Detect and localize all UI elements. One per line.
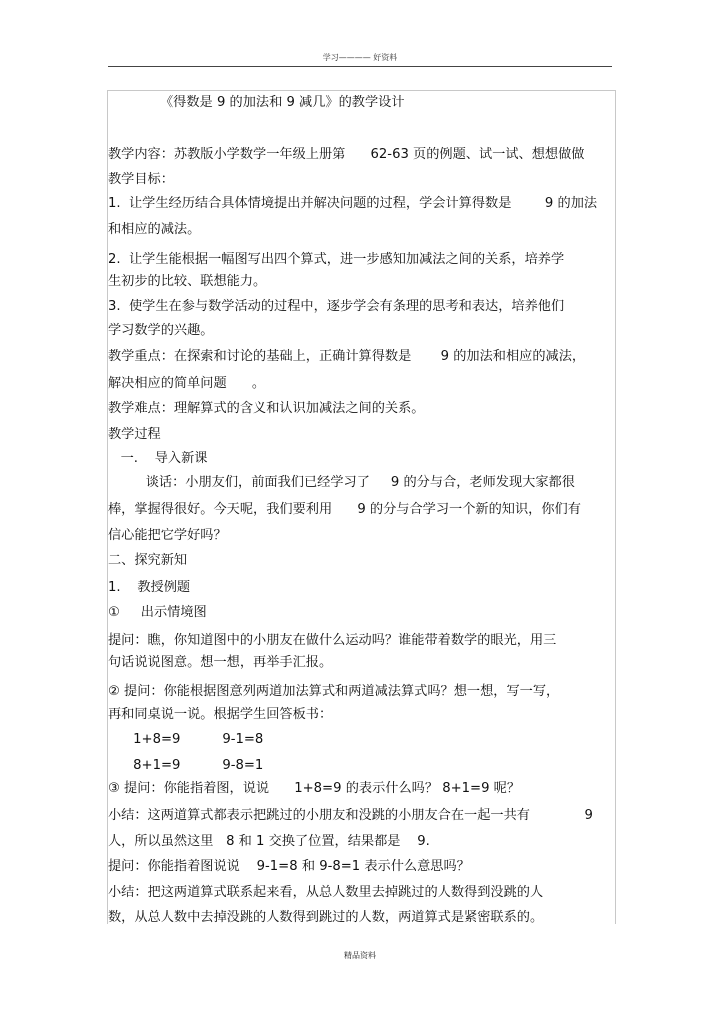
section-2-heading: 二、探究新知: [108, 553, 188, 568]
goal-2-line-2: 生初步的比较、联想能力。: [108, 274, 267, 289]
summary-1-line-1: 小结：这两道算式都表示把跳过的小朋友和没跳的小朋友合在一起一共有 9: [108, 808, 593, 823]
equations-row-1: 1+8=9 9-1=8: [108, 732, 264, 747]
process-heading: 教学过程: [108, 427, 161, 442]
doc-title: 《得数是 9 的加法和 9 减几》的教学设计: [160, 95, 405, 110]
goal-1-line-2: 和相应的减法。: [108, 222, 201, 237]
talk-line-2: 棒，掌握得很好。今天呢，我们要利用 9 的分与合学习一个新的知识，你们有: [108, 502, 581, 517]
talk-line-1: 谈话：小朋友们，前面我们已经学习了 9 的分与合，老师发现大家都很: [108, 475, 575, 490]
question-3: ③ 提问：你能指着图，说说 1+8=9 的表示什么吗？ 8+1=9 呢？: [108, 781, 521, 796]
key-point-line-2: 解决相应的简单问题 。: [108, 376, 266, 391]
summary-1-line-2: 人，所以虽然这里 8 和 1 交换了位置，结果都是 9.: [108, 834, 430, 849]
goal-1-line-1: 1. 让学生经历结合具体情境提出并解决问题的过程，学会计算得数是 9 的加法: [108, 196, 598, 211]
teaching-content: 教学内容：苏教版小学数学一年级上册第 62-63 页的例题、试一试、想想做做: [108, 147, 585, 162]
question-1-line-1: 提问：瞧，你知道图中的小朋友在做什么运动吗？谁能带着数学的眼光，用三: [108, 633, 557, 648]
summary-2-line-1: 小结：把这两道算式联系起来看，从总人数里去掉跳过的人数得到没跳的人: [108, 885, 544, 900]
page-footer: 精品资料: [344, 951, 376, 960]
question-1-line-2: 句话说说图意。想一想，再举手汇报。: [108, 655, 333, 670]
equations-row-2: 8+1=9 9-8=1: [108, 758, 264, 773]
difficulty: 教学难点：理解算式的含义和认识加减法之间的关系。: [108, 401, 425, 416]
goal-2-line-1: 2. 让学生能根据一幅图写出四个算式，进一步感知加减法之间的关系，培养学: [108, 252, 565, 267]
page-header: 学习———— 好资料: [322, 53, 398, 62]
question-2-line-1: ② 提问：你能根据图意列两道加法算式和两道减法算式吗？想一想，写一写，: [108, 684, 560, 699]
subsection-1: 1. 教授例题: [108, 580, 191, 595]
goal-3-line-2: 学习数学的兴趣。: [108, 323, 214, 338]
question-2-line-2: 再和同桌说一说。根据学生回答板书：: [108, 707, 333, 722]
header-rule: [108, 66, 612, 67]
step-1: ① 出示情境图: [108, 605, 207, 620]
section-1-heading: 一. 导入新课: [108, 451, 208, 466]
talk-line-3: 信心能把它学好吗？: [108, 528, 227, 543]
question-4: 提问：你能指着图说说 9-1=8 和 9-8=1 表示什么意思吗？: [108, 859, 470, 874]
summary-2-line-2: 数，从总人数中去掉没跳的人数得到跳过的人数，两道算式是紧密联系的。: [108, 910, 544, 925]
goal-3-line-1: 3. 使学生在参与数学活动的过程中，逐步学会有条理的思考和表达，培养他们: [108, 299, 565, 314]
key-point-line-1: 教学重点：在探索和讨论的基础上，正确计算得数是 9 的加法和相应的减法，: [108, 349, 586, 364]
goals-label: 教学目标：: [108, 172, 174, 187]
